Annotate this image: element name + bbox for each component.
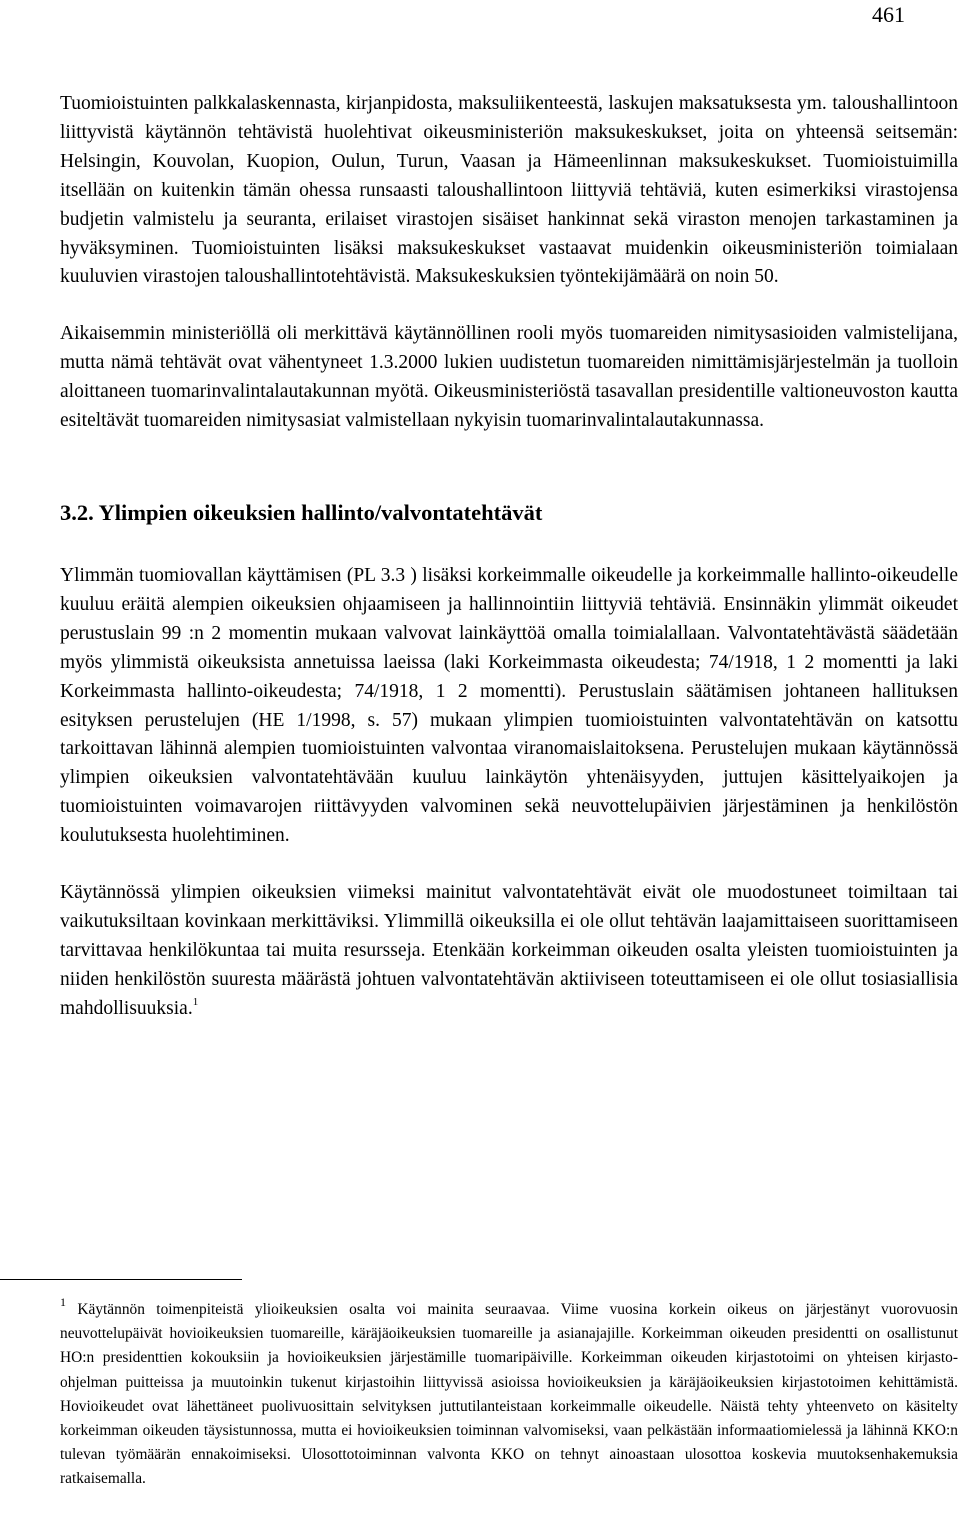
paragraph-supervisory-duties: Ylimmän tuomiovallan käyttämisen (PL 3.3 ) lisäksi korkeimmalle oikeudelle ja korkeimmalle hallinto-oikeudelle kuuluu eräitä alempien oikeuksien ohjaamiseen ja hallinnointiin liittyviä tehtäviä. Ensinnäkin ylimmät oikeudet perustuslain 99 :n 2 momentin mukaan valvovat lainkäyttöä omalla toimialallaan. Valvontatehtävästä säädetään myös ylimmistä oikeuksista annetuissa laeissa (laki Korkeimmasta oikeudesta; 74/1918, 1 2 momentti ja laki Korkeimmasta hallinto-oikeudesta; 74/1918, 1 2 momentti). Perustuslain säätämisen johtaneen hallituksen esityksen perustelujen (HE 1/1998, s. 57) mukaan ylimpien tuomioistuinten valvontatehtävän on katsottu tarkoittavan lähinnä alempien tuomioistuinten valvontaa viranomaislaitoksena. Perustelujen mukaan käytännössä ylimpien oikeuksien valvontatehtävään kuuluu lainkäytön yhtenäisyyden, juttujen käsittelyaikojen ja tuomioistuinten voimavarojen riittävyyden valvominen sekä neuvottelupäivien järjestäminen ja henkilöstön koulutuksesta huolehtiminen. (60, 564, 958, 847)
footnote-separator (0, 1279, 242, 1280)
paragraph-supervision-in-practice (60, 879, 958, 1024)
footnotes (60, 1295, 958, 1492)
footnote-reference[interactable]: 1 (192, 995, 199, 1008)
document-body (60, 90, 958, 1024)
page-number: 461 (872, 2, 905, 27)
paragraph-payment-centres: Tuomioistuinten palkkalaskennasta, kirjanpidosta, maksuliikenteestä, laskujen maksatuksesta ym. taloushallintoon liittyvistä käytännön tehtävistä huolehtivat oikeusministeriön maksukeskukset, joita on yhteensä seitsemän: Helsingin, Kouvolan, Kuopion, Oulun, Turun, Vaasan ja Hämeenlinnan maksukeskukset. Tuomioistuimilla itsellään on kuitenkin tämän ohessa runsaasti taloushallintoon liittyviä tehtäviä, kuten esimerkiksi virastojensa budjetin valmistelu ja seuranta, erilaiset virastojen sisäiset hankinnat sekä viraston menojen tarkastaminen ja hyväksyminen. Tuomioistuinten lisäksi maksukeskukset vastaavat muidenkin oikeusministeriön toimialaan kuuluvien virastojen taloushallintotehtävistä. Maksukeskuksien työntekijämäärä on noin 50. (60, 93, 958, 288)
footnote-text: Käytännön toimenpiteistä ylioikeuksien osalta voi mainita seuraavaa. Viime vuosina korkein oikeus on järjestänyt vuorovuosin neuvottelupäivät hovioikeuksien tuomareille, käräjäoikeuksien tuomareille ja asianajajille. Korkeimman oikeuden presidentti on osallistunut HO:n presidenttien kokouksiin ja hovioikeuksien järjestämille tuomaripäiville. Korkeimman oikeuden kirjastotoimi on yhteisen kirjasto-ohjelman puitteissa ja muutoinkin tukenut kirjastoihin liittyvissä asioissa hovioikeuksien ja käräjäoikeuksien kirjastotoimen kehittämistä. Hovioikeudet ovat lähettäneet puolivuosittain selvityksen juttutilanteistaan korkeimmalle oikeudelle. Näistä tehty yhteenveto on käsitelty korkeimman oikeuden täysistunnossa, mutta ei hovioikeuksien toiminnan valvomiseksi, vaan pelkästään informaatiomielessä ja lähinnä KKO:n tulevan työmäärän ennakoimiseksi. Ulosottotoiminnan valvonta KKO on tehnyt ainoastaan ulosottoa koskevia muutoksenhakemuksia ratkaisemalla. (60, 1301, 958, 1488)
footnote-marker: 1 (60, 1295, 66, 1309)
footnote-item (60, 1295, 958, 1492)
paragraph-judge-appointments: Aikaisemmin ministeriöllä oli merkittävä käytännöllinen rooli myös tuomareiden nimitysasioiden valmistelijana, mutta nämä tehtävät ovat vähentyneet 1.3.2000 lukien uudistetun tuomareiden nimittämisjärjestelmän ja tuolloin aloittaneen tuomarinvalintalautakunnan myötä. Oikeusministeriöstä tasavallan presidentille valtioneuvoston kautta esiteltävät tuomareiden nimitysasiat valmistellaan nykyisin tuomarinvalintalautakunnassa. (60, 323, 958, 432)
paragraph-text: Käytännössä ylimpien oikeuksien viimeksi mainitut valvontatehtävät eivät ole muodostuneet toimiltaan tai vaikutuksiltaan kovinkaan merkittäviksi. Ylimmillä oikeuksilla ei ole ollut tehtävän laajamittaiseen suorittamiseen tarvittavaa henkilökuntaa tai muita resursseja. Etenkään korkeimman oikeuden osalta yleisten tuomioistuinten ja niiden henkilöstön suuresta määrästä johtuen valvontatehtävän aktiiviseen toteuttamiseen ei ole ollut tosiasiallisia mahdollisuuksia. (60, 882, 958, 1019)
section-heading: 3.2. Ylimpien oikeuksien hallinto/valvontatehtävät (60, 499, 543, 525)
